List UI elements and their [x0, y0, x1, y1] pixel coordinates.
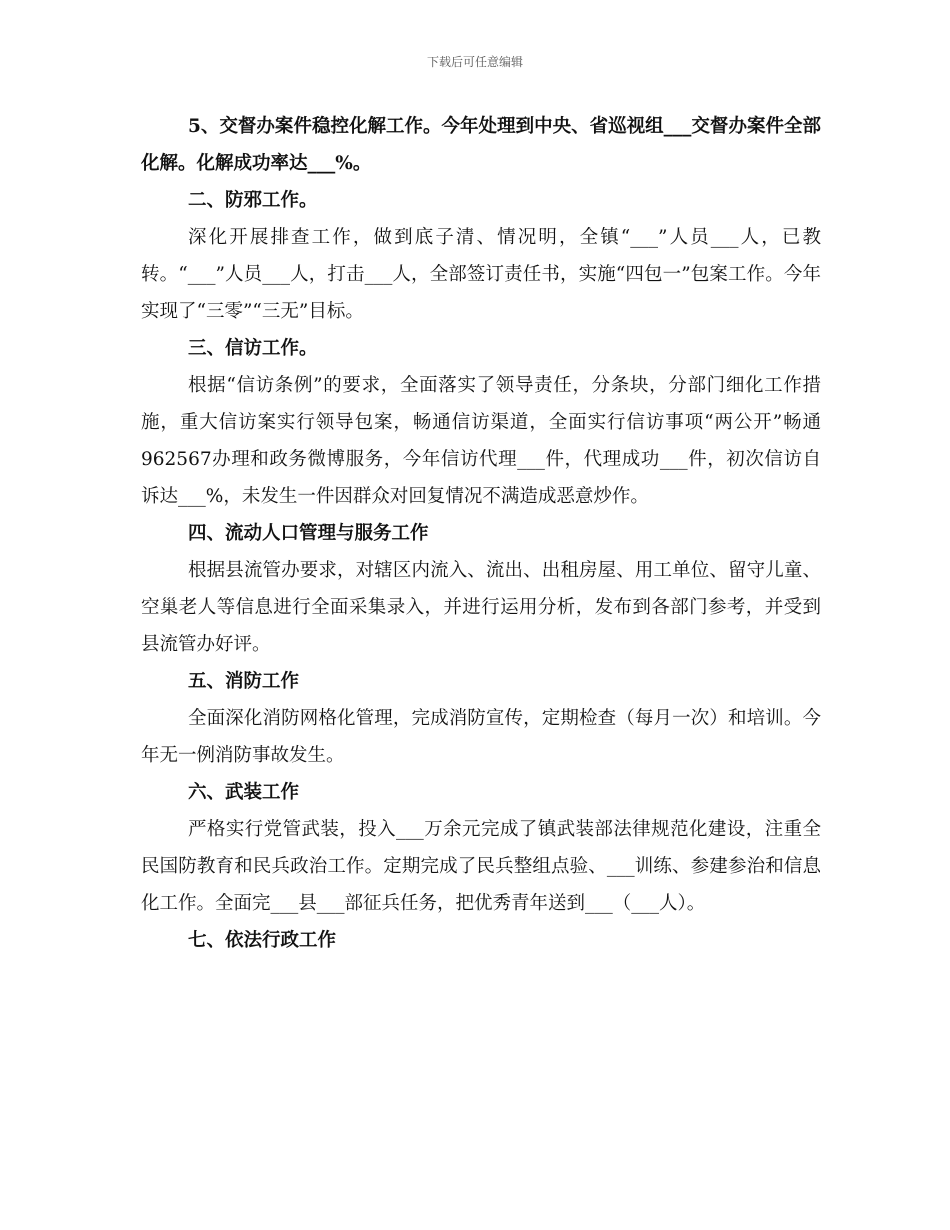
section-heading-letters-visits: 三、信访工作。 [188, 338, 318, 359]
section-heading-armed-forces: 六、武装工作 [188, 782, 300, 803]
document-body [141, 108, 821, 959]
section-body-armed-forces: 严格实行党管武装，投入___万余元完成了镇武装部法律规范化建设，注重全民国防教育和民兵政治工作。定期完成了民兵整组点验、___训练、参建参治和信息化工作。全面完___县___部征兵任务，把优秀青年送到___（___人）。 [141, 819, 821, 914]
section-body-letters-visits: 根据“信访条例”的要求，全面落实了领导责任，分条块，分部门细化工作措施，重大信访案实行领导包案，畅通信访渠道，全面实行信访事项“两公开”畅通962567办理和政务微博服务，今年信访代理___件，代理成功___件，初次信访自诉达___%，未发生一件因群众对回复情况不满造成恶意炒作。 [141, 375, 821, 507]
section-heading-fire-protection: 五、消防工作 [188, 671, 300, 692]
page-header: 下载后可任意编辑 [426, 55, 523, 69]
section-body-anti-cult: 深化开展排查工作，做到底子清、情况明，全镇“___”人员___人，已教转。“___”人员___人，打击___人，全部签订责任书，实施“四包一”包案工作。今年实现了“三零”“三无”目标。 [141, 227, 821, 322]
section-body-floating-population: 根据县流管办要求，对辖区内流入、流出、出租房屋、用工单位、留守儿童、空巢老人等信息进行全面采集录入，并进行运用分析，发布到各部门参考，并受到县流管办好评。 [141, 560, 821, 655]
item-5-petition-cases: 5、交督办案件稳控化解工作。今年处理到中央、省巡视组___交督办案件全部化解。化解成功率达___%。 [141, 116, 821, 174]
section-heading-lawful-administration: 七、依法行政工作 [188, 930, 337, 951]
section-body-fire-protection: 全面深化消防网格化管理，完成消防宣传，定期检查（每月一次）和培训。今年无一例消防事故发生。 [141, 708, 821, 766]
section-heading-anti-cult: 二、防邪工作。 [188, 190, 318, 211]
section-heading-floating-population: 四、流动人口管理与服务工作 [188, 523, 429, 544]
